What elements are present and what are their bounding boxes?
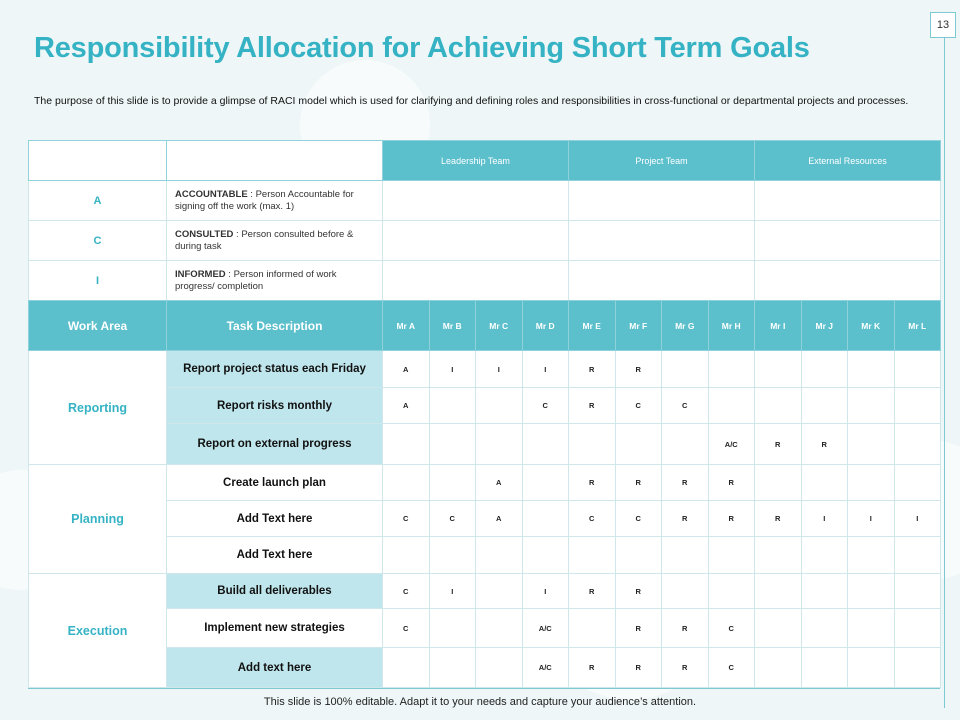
raci-cell[interactable] [476, 648, 523, 688]
raci-cell[interactable]: R [662, 501, 709, 537]
raci-cell[interactable] [848, 465, 895, 501]
raci-cell[interactable] [476, 537, 523, 574]
raci-cell[interactable]: R [662, 648, 709, 688]
raci-cell[interactable]: R [755, 424, 802, 465]
legend-definition [167, 181, 383, 221]
right-divider [944, 38, 945, 708]
raci-cell[interactable] [429, 388, 476, 424]
task-description: Implement new strategies [167, 609, 383, 648]
raci-cell[interactable]: C [662, 388, 709, 424]
legend-term: INFORMED [175, 268, 226, 280]
legend-cell[interactable] [755, 261, 941, 301]
slide-number: 13 [930, 12, 956, 38]
raci-cell[interactable]: C [708, 648, 755, 688]
raci-cell[interactable] [894, 609, 941, 648]
raci-cell[interactable] [894, 424, 941, 465]
legend-cell[interactable] [755, 181, 941, 221]
person-header: Mr B [429, 301, 476, 351]
task-row [29, 351, 941, 388]
raci-cell[interactable]: I [476, 351, 523, 388]
raci-cell[interactable] [615, 537, 662, 574]
raci-cell[interactable]: R [615, 465, 662, 501]
raci-cell[interactable]: R [708, 465, 755, 501]
legend-letter: C [29, 221, 167, 261]
raci-cell[interactable] [429, 424, 476, 465]
task-row [29, 465, 941, 501]
task-description-header: Task Description [167, 301, 383, 351]
raci-cell[interactable] [476, 609, 523, 648]
legend-cell[interactable] [383, 221, 569, 261]
work-area-label: Planning [29, 465, 167, 574]
slide-title: Responsibility Allocation for Achieving Short Term Goals [34, 32, 810, 64]
person-header: Mr F [615, 301, 662, 351]
task-description: Add Text here [167, 501, 383, 537]
raci-cell[interactable]: C [383, 574, 430, 609]
raci-cell[interactable]: A [383, 351, 430, 388]
raci-cell[interactable]: R [615, 574, 662, 609]
legend-term: RESPONSIBLE [178, 148, 247, 160]
person-header: Mr C [476, 301, 523, 351]
raci-cell[interactable] [476, 424, 523, 465]
raci-cell[interactable]: I [429, 574, 476, 609]
raci-cell[interactable]: C [615, 501, 662, 537]
raci-cell[interactable]: A [476, 501, 523, 537]
raci-cell[interactable]: C [383, 501, 430, 537]
raci-cell[interactable] [708, 574, 755, 609]
raci-cell[interactable] [801, 648, 848, 688]
raci-cell[interactable] [755, 609, 802, 648]
legend-cell[interactable] [569, 181, 755, 221]
raci-cell[interactable]: R [569, 351, 616, 388]
raci-cell[interactable]: C [615, 388, 662, 424]
legend-text: : Person(s) responsible for doing the work [240, 148, 371, 172]
task-description: Add Text here [167, 537, 383, 574]
raci-cell[interactable] [522, 501, 569, 537]
legend-row [29, 181, 941, 221]
raci-cell[interactable] [662, 424, 709, 465]
raci-cell[interactable]: A/C [522, 648, 569, 688]
legend-letter: I [29, 261, 167, 301]
raci-cell[interactable] [894, 574, 941, 609]
raci-cell[interactable]: R [569, 465, 616, 501]
raci-cell[interactable]: R [708, 501, 755, 537]
legend-letter: R [29, 141, 167, 181]
raci-cell[interactable] [894, 648, 941, 688]
raci-cell[interactable] [429, 537, 476, 574]
raci-cell[interactable]: C [522, 388, 569, 424]
raci-cell[interactable] [801, 609, 848, 648]
raci-cell[interactable]: R [615, 648, 662, 688]
raci-cell[interactable] [755, 537, 802, 574]
raci-legend-table [28, 140, 941, 301]
task-description: Create launch plan [167, 465, 383, 501]
raci-cell[interactable] [569, 609, 616, 648]
legend-text: : Person consulted before & during task [175, 228, 354, 252]
raci-cell[interactable] [569, 537, 616, 574]
raci-cell[interactable] [383, 648, 430, 688]
raci-cell[interactable] [476, 388, 523, 424]
legend-letter: A [29, 181, 167, 221]
legend-cell[interactable] [755, 221, 941, 261]
legend-cell[interactable] [569, 221, 755, 261]
raci-cell[interactable] [848, 351, 895, 388]
raci-cell[interactable] [848, 574, 895, 609]
legend-definition [167, 261, 383, 301]
raci-cell[interactable]: I [848, 501, 895, 537]
raci-cell[interactable] [894, 351, 941, 388]
person-header: Mr G [662, 301, 709, 351]
task-description: Build all deliverables [167, 574, 383, 609]
raci-cell[interactable]: R [755, 501, 802, 537]
footer-note: This slide is 100% editable. Adapt it to your needs and capture your audience’s attention. [263, 696, 697, 708]
raci-cell[interactable]: R [615, 351, 662, 388]
task-description: Report on external progress [167, 424, 383, 465]
raci-cell[interactable]: R [801, 424, 848, 465]
legend-term: CONSULTED [175, 228, 234, 240]
raci-cell[interactable] [708, 351, 755, 388]
raci-cell[interactable] [383, 424, 430, 465]
raci-cell[interactable] [755, 465, 802, 501]
raci-cell[interactable] [569, 424, 616, 465]
raci-cell[interactable] [708, 388, 755, 424]
raci-cell[interactable] [848, 388, 895, 424]
raci-cell[interactable] [848, 424, 895, 465]
legend-column-header: Leadership Team [383, 141, 569, 181]
legend-definition [167, 141, 383, 181]
matrix-header-row [29, 301, 941, 351]
raci-cell[interactable]: R [569, 574, 616, 609]
person-header: Mr K [848, 301, 895, 351]
raci-cell[interactable] [662, 574, 709, 609]
raci-cell[interactable] [801, 574, 848, 609]
work-area-header: Work Area [29, 301, 167, 351]
raci-cell[interactable]: R [569, 388, 616, 424]
person-header: Mr I [755, 301, 802, 351]
raci-cell[interactable] [429, 648, 476, 688]
raci-cell[interactable] [522, 537, 569, 574]
raci-cell[interactable] [801, 465, 848, 501]
raci-cell[interactable] [708, 537, 755, 574]
raci-cell[interactable]: I [894, 501, 941, 537]
person-header: Mr E [569, 301, 616, 351]
raci-cell[interactable]: C [429, 501, 476, 537]
raci-cell[interactable]: A [383, 388, 430, 424]
slide-description: The purpose of this slide is to provide a glimpse of RACI model which is used for clarifying and defining roles and responsibilities in cross-functional or departmental projects and processes. [34, 95, 909, 107]
raci-cell[interactable] [755, 574, 802, 609]
raci-cell[interactable] [476, 574, 523, 609]
raci-cell[interactable] [429, 609, 476, 648]
legend-header-row [29, 141, 941, 181]
raci-cell[interactable]: I [801, 501, 848, 537]
raci-cell[interactable]: R [662, 609, 709, 648]
raci-cell[interactable]: C [383, 609, 430, 648]
raci-cell[interactable]: I [522, 574, 569, 609]
raci-cell[interactable] [848, 609, 895, 648]
raci-cell[interactable] [894, 388, 941, 424]
raci-cell[interactable] [429, 465, 476, 501]
raci-cell[interactable]: R [615, 609, 662, 648]
task-description: Add text here [167, 648, 383, 688]
raci-cell[interactable] [383, 537, 430, 574]
legend-definition [167, 221, 383, 261]
task-row [29, 574, 941, 609]
raci-cell[interactable] [662, 537, 709, 574]
bottom-divider [28, 688, 940, 689]
legend-text: : Person Accountable for signing off the work (max. 1) [175, 188, 354, 212]
raci-cell[interactable]: I [429, 351, 476, 388]
raci-cell[interactable]: R [662, 465, 709, 501]
person-header: Mr A [383, 301, 430, 351]
raci-matrix-table [28, 300, 941, 688]
work-area-label: Reporting [29, 351, 167, 465]
raci-cell[interactable]: A/C [708, 424, 755, 465]
task-description: Report project status each Friday [167, 351, 383, 388]
raci-cell[interactable] [755, 351, 802, 388]
raci-cell[interactable] [801, 388, 848, 424]
raci-cell[interactable] [755, 648, 802, 688]
legend-cell[interactable] [383, 261, 569, 301]
person-header: Mr L [894, 301, 941, 351]
raci-cell[interactable] [801, 351, 848, 388]
raci-cell[interactable] [801, 537, 848, 574]
legend-text: : Person informed of work progress/ completion [175, 268, 337, 292]
raci-cell[interactable] [894, 537, 941, 574]
person-header: Mr H [708, 301, 755, 351]
legend-cell[interactable] [383, 181, 569, 221]
raci-cell[interactable] [848, 537, 895, 574]
raci-cell[interactable] [383, 465, 430, 501]
person-header: Mr D [522, 301, 569, 351]
raci-cell[interactable] [848, 648, 895, 688]
legend-cell[interactable] [569, 261, 755, 301]
raci-cell[interactable]: C [569, 501, 616, 537]
raci-cell[interactable] [894, 465, 941, 501]
task-description: Report risks monthly [167, 388, 383, 424]
raci-cell[interactable] [615, 424, 662, 465]
raci-cell[interactable]: I [522, 351, 569, 388]
raci-cell[interactable]: A [476, 465, 523, 501]
work-area-label: Execution [29, 574, 167, 688]
raci-cell[interactable] [522, 424, 569, 465]
legend-row [29, 221, 941, 261]
legend-row [29, 261, 941, 301]
legend-column-header: External Resources [755, 141, 941, 181]
raci-cell[interactable] [522, 465, 569, 501]
raci-cell[interactable] [662, 351, 709, 388]
legend-column-header: Project Team [569, 141, 755, 181]
legend-term: ACCOUNTABLE [175, 188, 248, 200]
raci-cell[interactable] [755, 388, 802, 424]
raci-cell[interactable]: C [708, 609, 755, 648]
raci-cell[interactable]: A/C [522, 609, 569, 648]
raci-cell[interactable]: R [569, 648, 616, 688]
person-header: Mr J [801, 301, 848, 351]
